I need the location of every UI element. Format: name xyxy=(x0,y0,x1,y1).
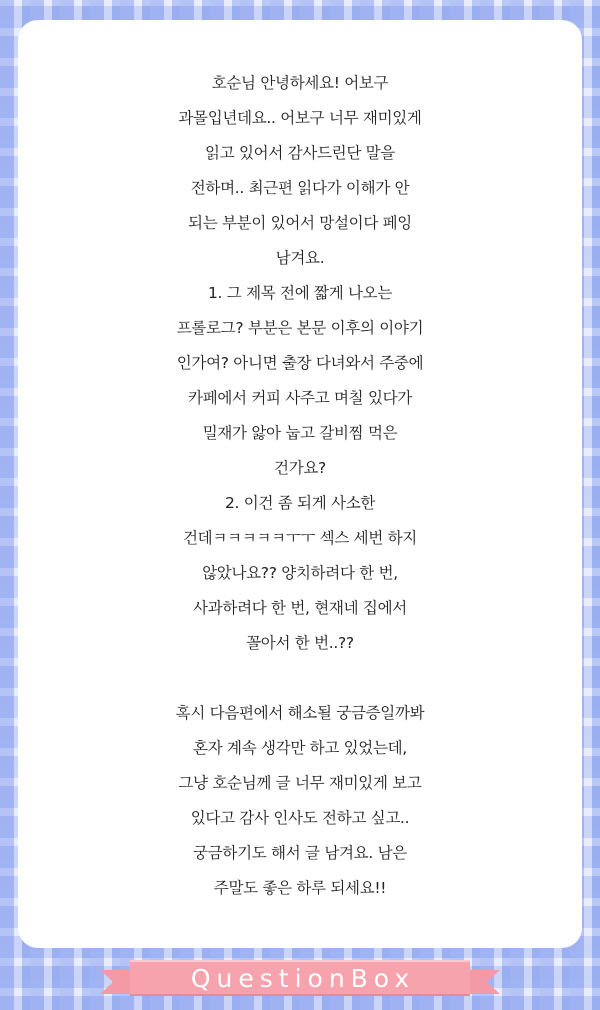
message-line: 되는 부분이 있어서 망설이다 페잉 xyxy=(188,214,412,232)
message-line: 밀재가 앓아 눕고 갈비찜 먹은 xyxy=(202,424,398,442)
brand-logo-text: QuestionBox xyxy=(190,963,416,993)
message-line: 2. 이건 좀 되게 사소한 xyxy=(224,494,376,512)
question-message xyxy=(18,66,582,906)
message-line: 궁금하기도 해서 글 남겨요. 남은 xyxy=(193,844,407,862)
message-line: 카페에서 커피 사주고 며칠 있다가 xyxy=(188,389,412,407)
footer-banner xyxy=(0,948,600,1010)
message-line: 읽고 있어서 감사드린단 말을 xyxy=(205,144,395,162)
message-line: 호순님 안녕하세요! 어보구 xyxy=(211,74,389,92)
message-line: 남겨요. xyxy=(275,249,325,267)
message-line: 프롤로그? 부분은 본문 이후의 이야기 xyxy=(176,319,424,337)
message-line: 꼴아서 한 번..?? xyxy=(246,634,354,652)
message-line: 전하며.. 최근편 읽다가 이해가 안 xyxy=(190,179,410,197)
message-line: 혹시 다음편에서 해소될 궁금증일까봐 xyxy=(175,704,425,722)
brand-ribbon xyxy=(130,960,470,996)
message-line: 건가요? xyxy=(274,459,326,477)
message-line: 그냥 호순님께 글 너무 재미있게 보고 xyxy=(178,774,422,792)
message-line: 있다고 감사 인사도 전하고 싶고.. xyxy=(190,809,410,827)
message-line: 않았나요?? 양치하려다 한 번, xyxy=(202,564,398,582)
message-line: 혼자 계속 생각만 하고 있었는데, xyxy=(193,739,407,757)
message-line: 인가여? 아니면 출장 다녀와서 주중에 xyxy=(176,354,424,372)
message-line: 사과하려다 한 번, 현재네 집에서 xyxy=(193,599,407,617)
message-line: 과몰입년데요.. 어보구 너무 재미있게 xyxy=(178,109,422,127)
message-line: 주말도 좋은 하루 되세요!! xyxy=(213,879,387,897)
message-line: 건데ㅋㅋㅋㅋㅋㅜㅜ 섹스 세번 하지 xyxy=(183,529,417,547)
message-line: 1. 그 제목 전에 짧게 나오는 xyxy=(207,284,393,302)
question-card xyxy=(18,20,582,948)
message-line-blank xyxy=(18,661,582,696)
